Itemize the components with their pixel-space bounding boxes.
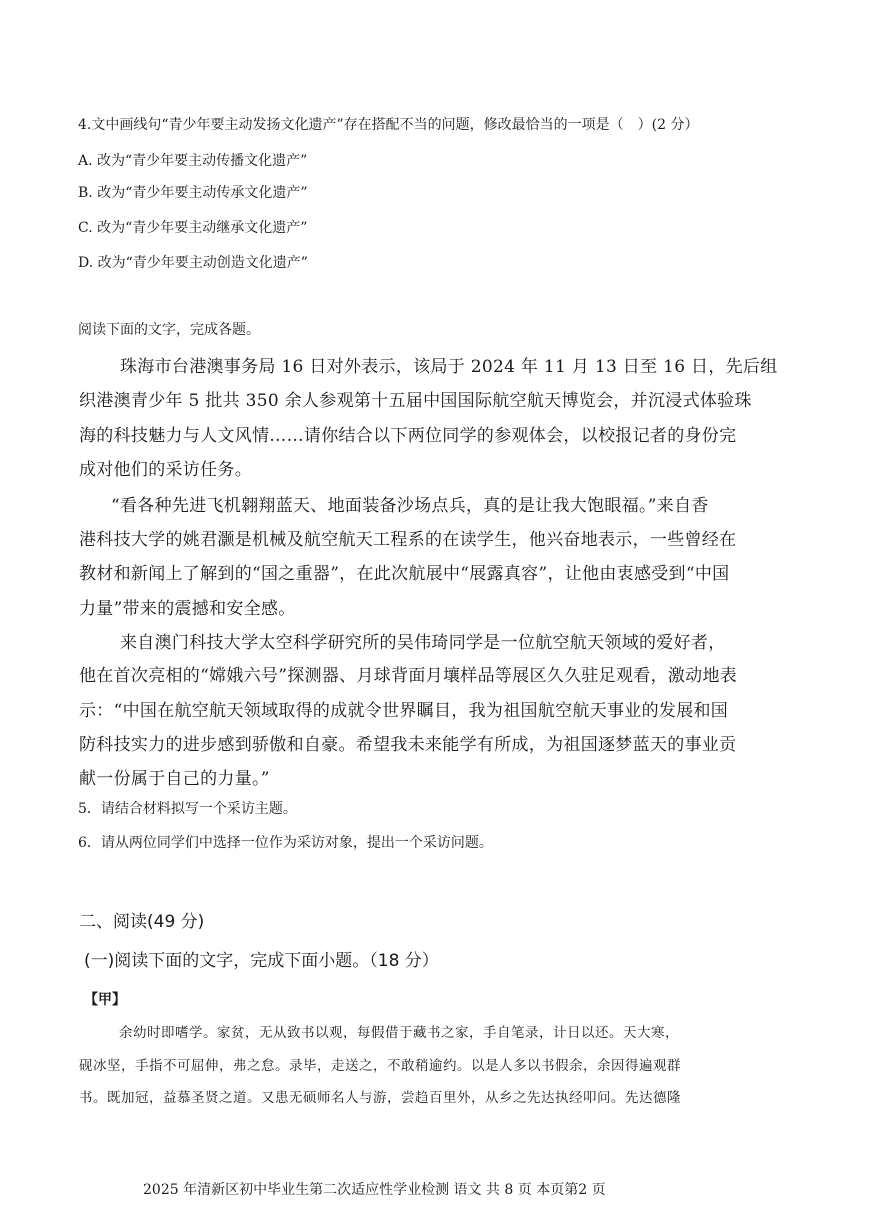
material-line: 示：“中国在航空航天领域取得的成就令世界瞩目，我为祖国航空航天事业的发展和国 (79, 701, 729, 721)
material-line: 防科技实力的进步感到骄傲和自豪。希望我未来能学有所成，为祖国逐梦蓝天的事业贡 (79, 735, 737, 755)
option-d: D. 改为“青少年要主动创造文化遗产” (78, 255, 308, 271)
section-title: 二、阅读(49 分) (79, 912, 205, 932)
material-line: 他在首次亮相的“嫦娥六号”探测器、月球背面月壤样品等展区久久驻足观看，激动地表 (79, 666, 738, 686)
material-line: 珠海市台港澳事务局 16 日对外表示，该局于 2024 年 11 月 13 日至 16 日，先后组 (120, 357, 778, 377)
material-line: “看各种先进飞机翱翔蓝天、地面装备沙场点兵，真的是让我大饱眼福。”来自香 (111, 496, 709, 516)
material-line: 教材和新闻上了解到的“国之重器”，在此次航展中“展露真容”，让他由衷感受到“中国 (79, 564, 730, 584)
passage-line: 书。既加冠，益慕圣贤之道。又患无硕师名人与游，尝趋百里外，从乡之先达执经叩问。先达德隆 (79, 1090, 681, 1106)
option-b: B. 改为“青少年要主动传承文化遗产” (78, 185, 308, 201)
option-c: C. 改为“青少年要主动继承文化遗产” (78, 220, 308, 236)
page-footer: 2025 年清新区初中毕业生第二次适应性学业检测 语文 共 8 页 本页第2 页 (143, 1182, 606, 1198)
passage-line: 砚冰坚，手指不可屈伸，弗之怠。录毕，走送之，不敢稍逾约。以是人多以书假余，余因得遍观群 (79, 1058, 681, 1074)
passage-line: 余幼时即嗜学。家贫，无从致书以观，每假借于藏书之家，手自笔录，计日以还。天大寒， (119, 1025, 679, 1041)
passage-label: 【甲】 (84, 992, 126, 1008)
material-line: 织港澳青少年 5 批共 350 余人参观第十五届中国国际航空航天博览会，并沉浸式体验珠 (79, 391, 752, 411)
option-a: A. 改为“青少年要主动传播文化遗产” (78, 153, 308, 169)
question-4-stem: 4.文中画线句“青少年要主动发扬文化遗产”存在搭配不当的问题，修改最恰当的一项是（ ）(2 分） (78, 117, 699, 133)
material-line: 港科技大学的姚君灏是机械及航空航天工程系的在读学生，他兴奋地表示，一些曾经在 (79, 530, 737, 550)
material-line: 成对他们的采访任务。 (79, 460, 252, 480)
material-line: 献一份属于自己的力量。” (79, 769, 270, 789)
section-subtitle: (一)阅读下面的文字，完成下面小题。（18 分） (84, 951, 439, 971)
material-line: 力量”带来的震撼和安全感。 (79, 599, 296, 619)
material-intro: 阅读下面的文字，完成各题。 (78, 322, 260, 338)
material-line: 来自澳门科技大学太空科学研究所的吴伟琦同学是一位航空航天领域的爱好者， (120, 633, 726, 653)
question-6: 6．请从两位同学们中选择一位作为采访对象，提出一个采访问题。 (78, 835, 493, 851)
question-5: 5．请结合材料拟写一个采访主题。 (78, 801, 297, 817)
material-line: 海的科技魅力与人文风情……请你结合以下两位同学的参观体会，以校报记者的身份完 (79, 426, 737, 446)
